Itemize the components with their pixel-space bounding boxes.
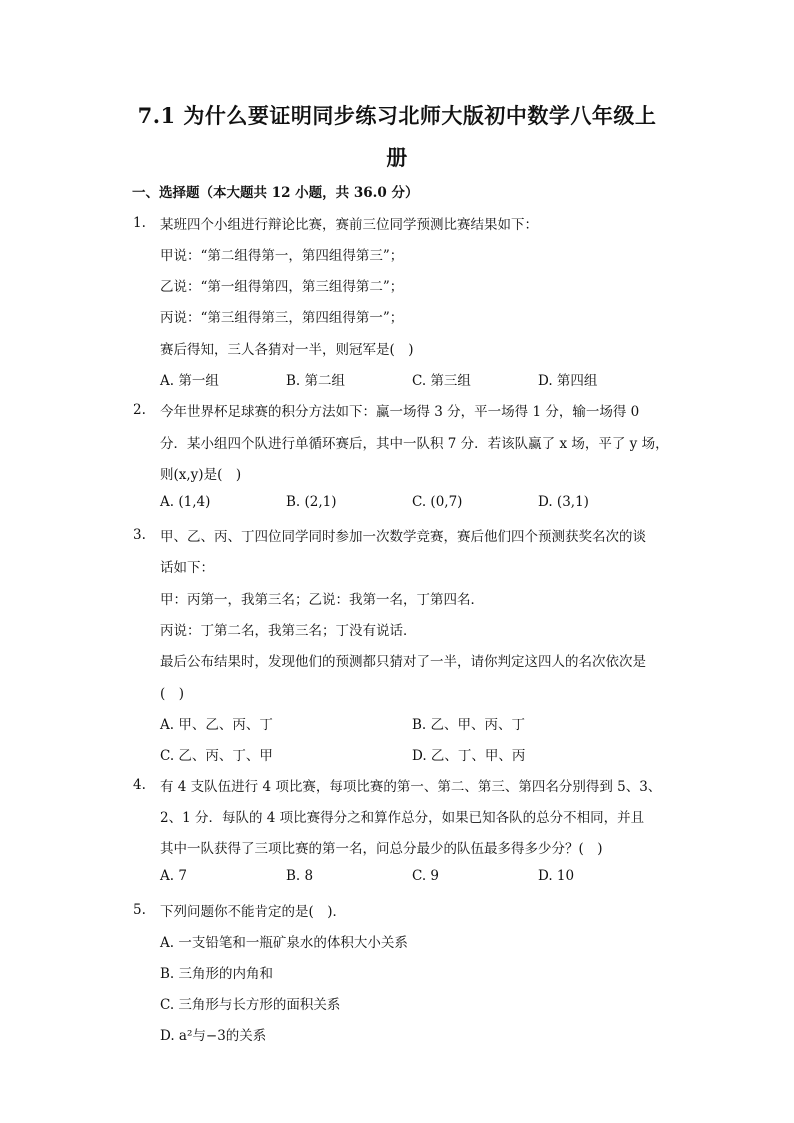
- question-number: 2.: [133, 402, 146, 418]
- question-text-line: 话如下：: [160, 560, 214, 576]
- option-c[interactable]: C. 9: [412, 868, 440, 884]
- option-a[interactable]: A. 甲、乙、丙、丁: [160, 717, 273, 733]
- question-text-line: 分．某小组四个队进行单循环赛后，其中一队积 7 分．若该队赢了 x 场，平了 y 场，: [160, 436, 669, 452]
- question-text-line: 甲、乙、丙、丁四位同学同时参加一次数学竞赛，赛后他们四个预测获奖名次的谈: [160, 529, 646, 545]
- question-text-line: 乙说：“第一组得第四，第三组得第二”；: [160, 279, 404, 295]
- question-text-line: 2、1 分．每队的 4 项比赛得分之和算作总分，如果已知各队的总分不相同，并且: [160, 810, 645, 826]
- title-line-1: 7.1 为什么要证明同步练习北师大版初中数学八年级上: [137, 103, 657, 128]
- question-number: 4.: [133, 777, 146, 793]
- option-c[interactable]: C. 第三组: [412, 373, 471, 389]
- option-c[interactable]: C. 乙、丙、丁、甲: [160, 748, 273, 764]
- option-d[interactable]: D. a²与−3的关系: [160, 1028, 267, 1044]
- option-b[interactable]: B. 第二组: [286, 373, 346, 389]
- section-header: 一、选择题（本大题共 12 小题，共 36.0 分）: [132, 185, 419, 201]
- option-a[interactable]: A. 一支铅笔和一瓶矿泉水的体积大小关系: [160, 935, 408, 951]
- question-text-line: 则(x,y)是( ): [160, 467, 242, 483]
- question-number: 5.: [133, 902, 146, 918]
- question-number: 1.: [133, 215, 146, 231]
- option-d[interactable]: D. (3,1): [538, 494, 589, 510]
- option-d[interactable]: D. 乙、丁、甲、丙: [412, 748, 526, 764]
- option-d[interactable]: D. 10: [538, 868, 575, 884]
- question-text-line: 最后公布结果时，发现他们的预测都只猜对了一半，请你判定这四人的名次依次是: [160, 654, 646, 670]
- option-b[interactable]: B. 乙、甲、丙、丁: [412, 717, 526, 733]
- question-text-line: 甲：丙第一，我第三名；乙说：我第一名，丁第四名．: [160, 592, 484, 608]
- title-line-2: 册: [386, 145, 408, 170]
- question-text-line: 下列问题你不能肯定的是( )．: [160, 904, 347, 920]
- question-text-line: 有 4 支队伍进行 4 项比赛，每项比赛的第一、第二、第三、第四名分别得到 5、3、: [160, 779, 662, 795]
- question-text-line: 今年世界杯足球赛的积分方法如下：赢一场得 3 分，平一场得 1 分，输一场得 0: [160, 404, 640, 420]
- question-text-line: 丙说：“第三组得第三，第四组得第一”；: [160, 310, 404, 326]
- question-text-line: 某班四个小组进行辩论比赛，赛前三位同学预测比赛结果如下：: [160, 217, 538, 233]
- option-b[interactable]: B. 三角形的内角和: [160, 966, 274, 982]
- question-text-line: ( ): [160, 686, 185, 702]
- question-text-line: 其中一队获得了三项比赛的第一名，问总分最少的队伍最多得多少分？( ): [160, 841, 603, 857]
- option-a[interactable]: A. 7: [160, 868, 187, 884]
- question-text-line: 甲说：“第二组得第一，第四组得第三”；: [160, 248, 404, 264]
- option-c[interactable]: C. (0,7): [412, 494, 463, 510]
- option-c[interactable]: C. 三角形与长方形的面积关系: [160, 997, 341, 1013]
- question-text-line: 赛后得知，三人各猜对一半，则冠军是( ): [160, 342, 414, 358]
- option-b[interactable]: B. (2,1): [286, 494, 337, 510]
- option-a[interactable]: A. 第一组: [160, 373, 219, 389]
- question-text-line: 丙说：丁第二名，我第三名；丁没有说话．: [160, 623, 417, 639]
- option-b[interactable]: B. 8: [286, 868, 314, 884]
- option-d[interactable]: D. 第四组: [538, 373, 598, 389]
- option-a[interactable]: A. (1,4): [160, 494, 211, 510]
- question-number: 3.: [133, 527, 146, 543]
